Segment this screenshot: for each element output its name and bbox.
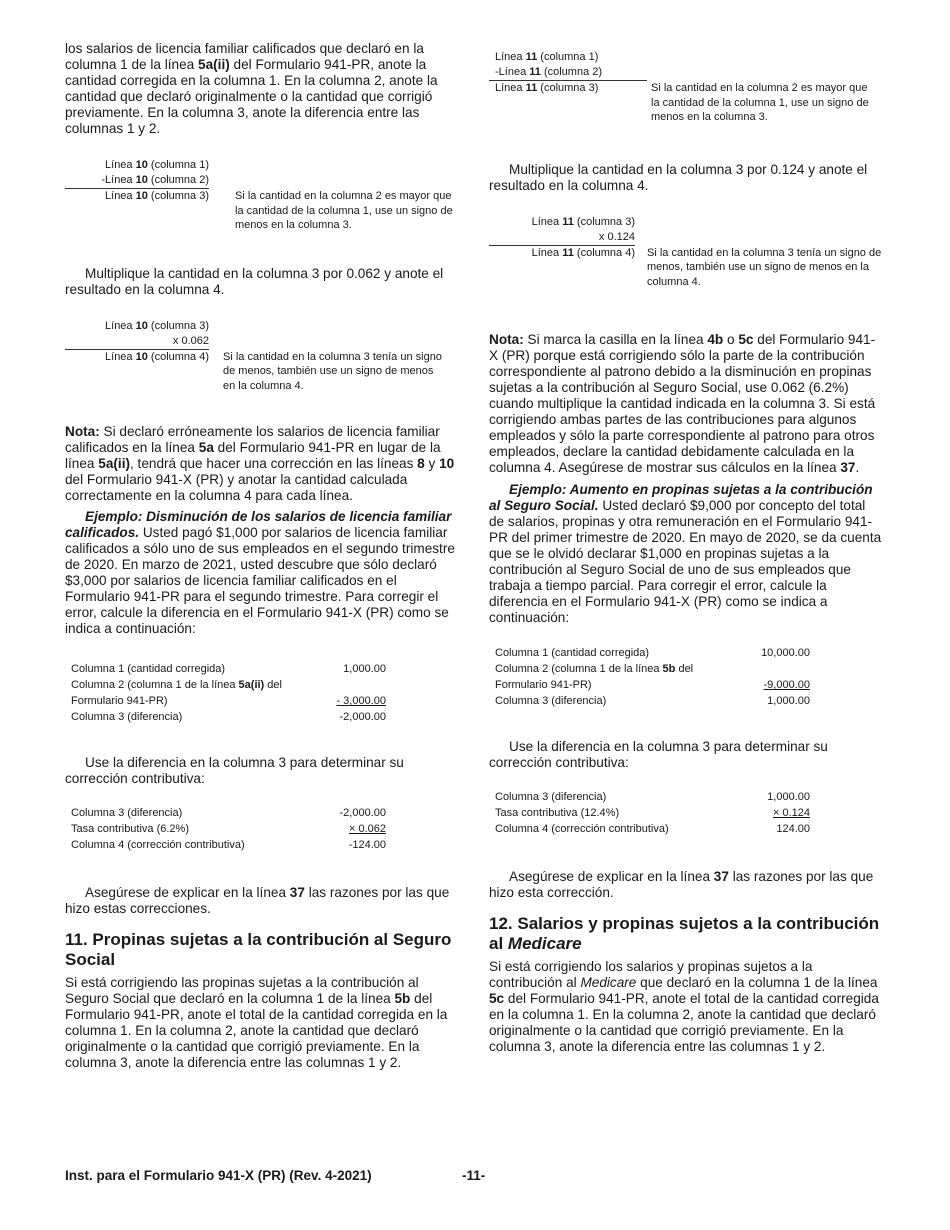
table-row: Columna 3 (diferencia) 1,000.00 <box>495 791 810 803</box>
table-row: Columna 2 (columna 1 de la línea 5b del <box>495 663 694 675</box>
example-paragraph: Ejemplo: Aumento en propinas sujetas a la contribución al Seguro Social. Usted declaró $9,000 por concepto del total de salarios, propinas y otra remuneración en el Formulario 941-PR del primer trimestre de 2020. En mayo de 2020, se da cuenta que se le olvidó declarar $1,000 en propinas sujetas a la contribución al Seguro Social de uno de sus empleados que trabaja a tiempo parcial. Para corregir el error, calcule la diferencia en el Formulario 941-X (PR) como se indica a continuación: <box>489 482 882 625</box>
paragraph: Multiplique la cantidad en la columna 3 por 0.062 y anote el resultado en la columna 4. <box>65 265 444 297</box>
table-row: Columna 4 (corrección contributiva) 124.00 <box>495 823 810 835</box>
calculation-line-10: Línea 10 (columna 1) -Línea 10 (columna 2) Línea 10 (columna 3) Si la cantidad en la columna 2 es mayor que la cantidad de la columna 1, use un signo de menos en la columna 3. <box>71 158 460 233</box>
footer-title: Inst. para el Formulario 941-X (PR) (Rev. 4-2021) <box>65 1168 372 1183</box>
note-paragraph: Nota: Si declaró erróneamente los salarios de licencia familiar calificados en la línea 5a del Formulario 941-PR en lugar de la línea 5a(ii), tendrá que hacer una corrección en las líneas 8 y 10 del Formulario 941-X (PR) y anotar la cantidad calculada correctamente en la columna 4 para cada línea. <box>65 424 455 503</box>
paragraph: los salarios de licencia familiar calificados que declaró en la columna 1 de la línea 5a(ii) del Formulario 941-PR, anote la cantidad corregida en la columna 1. En la columna 2, anote la cantidad que declaró originalmente o la cantidad que corrigió previamente. En la columna 3, anote la diferencia entre las columnas 1 y 2. <box>65 41 438 136</box>
paragraph: Use la diferencia en la columna 3 para determinar su corrección contributiva: <box>489 739 828 770</box>
paragraph: Si está corrigiendo los salarios y propinas sujetos a la contribución al Medicare que declaró en la columna 1 de la línea 5c del Formulario 941-PR, anote el total de la cantidad corregida en la columna 1. En la columna 2, anote la cantidad que declaró originalmente o la cantidad que corrigió previamente. En la columna 3, anote la diferencia entre las columnas 1 y 2. <box>489 959 879 1054</box>
table-row: Columna 4 (corrección contributiva) -124.00 <box>71 839 386 851</box>
paragraph: Multiplique la cantidad en la columna 3 por 0.124 y anote el resultado en la columna 4. <box>489 161 868 193</box>
example-paragraph: Ejemplo: Disminución de los salarios de licencia familiar calificados. Usted pagó $1,000 por salarios de licencia familiar calificados a sólo uno de sus empleados en el segundo trimestre de 2020. En marzo de 2021, usted descubre que sólo declaró $3,000 por salarios de licencia familiar calificados en el Formulario 941-PR para el segundo trimestre. Para corregir el error, calcule la diferencia en el Formulario 941-X (PR) como se indica a continuación: <box>65 509 455 636</box>
table-row: Tasa contributiva (12.4%) × 0.124 <box>495 807 810 819</box>
paragraph: Asegúrese de explicar en la línea 37 las razones por las que hizo estas correcciones. <box>65 885 450 916</box>
table-row: Tasa contributiva (6.2%) × 0.062 <box>71 823 386 835</box>
table-row: Columna 1 (cantidad corregida) 10,000.00 <box>495 647 810 659</box>
calculation-line-10-col4: Línea 10 (columna 3) x 0.062 Línea 10 (columna 4) Si la cantidad en la columna 3 tenía un signo de menos, también use un signo de menos en la columna 4. <box>71 319 460 394</box>
table-row: Formulario 941-PR) -9,000.00 <box>495 679 810 691</box>
table-row: Formulario 941-PR) - 3,000.00 <box>71 695 386 707</box>
right-column <box>489 47 884 1055</box>
table-row: Columna 3 (diferencia) -2,000.00 <box>71 807 386 819</box>
note-paragraph: Nota: Si marca la casilla en la línea 4b o 5c del Formulario 941-X (PR) porque está corrigiendo sólo la parte de la contribución correspondiente al patrono debido a la disminución en propinas sujetas a la contribución al Seguro Social, use 0.062 (6.2%) cuando multiplique la cantidad indicada en la columna 3. Si está corrigiendo ambas partes de las contribuciones para algunos empleados y sólo la parte correspondiente al patrono para otros empleados, declare la cantidad debidamente calculada en la columna 4. Asegúrese de mostrar sus cálculos en la línea 37. <box>489 332 876 475</box>
paragraph: Asegúrese de explicar en la línea 37 las razones por las que hizo esta corrección. <box>489 869 874 900</box>
tax-table <box>71 805 386 853</box>
example-table <box>71 661 386 725</box>
table-row: Columna 3 (diferencia) -2,000.00 <box>71 711 386 723</box>
tax-table <box>495 789 810 837</box>
section-heading-12: 12. Salarios y propinas sujetos a la contribución al Medicare <box>489 914 880 953</box>
section-heading-11: 11. Propinas sujetas a la contribución al Seguro Social <box>65 930 452 969</box>
example-table <box>495 645 810 709</box>
calculation-line-11: Línea 11 (columna 1) -Línea 11 (columna 2) Línea 11 (columna 3) Si la cantidad en la columna 2 es mayor que la cantidad de la columna 1, use un signo de menos en la columna 3. <box>495 50 884 125</box>
table-row: Columna 2 (columna 1 de la línea 5a(ii) del <box>71 679 282 691</box>
left-column <box>65 41 460 1071</box>
paragraph: Si está corrigiendo las propinas sujetas a la contribución al Seguro Social que declaró en la columna 1 de la línea 5b del Formulario 941-PR, anote el total de la cantidad corregida en la columna 1. En la columna 2, anote la cantidad que declaró originalmente o la cantidad que corrigió previamente. En la columna 3, anote la diferencia entre las columnas 1 y 2. <box>65 975 448 1070</box>
paragraph: Use la diferencia en la columna 3 para determinar su corrección contributiva: <box>65 755 404 786</box>
calculation-line-11-col4: Línea 11 (columna 3) x 0.124 Línea 11 (columna 4) Si la cantidad en la columna 3 tenía un signo de menos, también use un signo de menos en la columna 4. <box>495 215 884 290</box>
page-number: -11- <box>462 1168 486 1183</box>
table-row: Columna 3 (diferencia) 1,000.00 <box>495 695 810 707</box>
table-row: Columna 1 (cantidad corregida) 1,000.00 <box>71 663 386 675</box>
